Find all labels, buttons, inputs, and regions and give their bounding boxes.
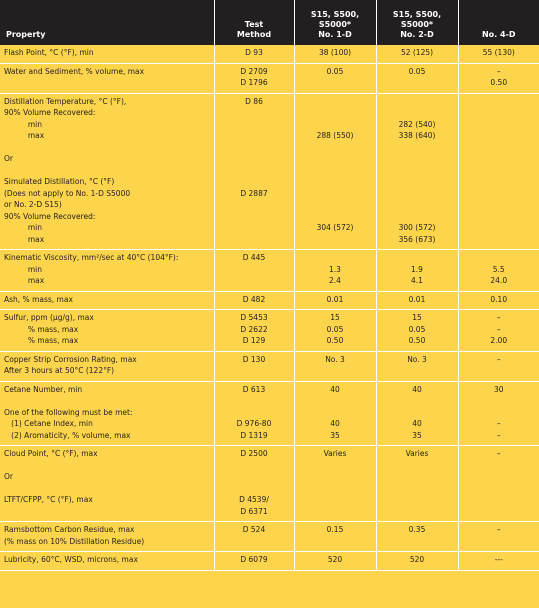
no-4d-value-cell: – bbox=[458, 351, 539, 381]
test-method-cell: D 2709 D 1796 bbox=[214, 63, 294, 93]
table-row bbox=[0, 291, 539, 310]
test-method-cell: D 130 bbox=[214, 351, 294, 381]
property-cell: Sulfur, ppm (µg/g), max % mass, max % mass, max bbox=[0, 310, 214, 352]
test-method-cell: D 445 bbox=[214, 250, 294, 292]
no-4d-value-cell: – bbox=[458, 446, 539, 522]
property-cell: Distillation Temperature, °C (°F), 90% Volume Recovered: min max Or Simulated Distillation, °C (°F) (Does not apply to No. 1-D S5000 or No. 2-D S15) 90% Volume Recovered: min max bbox=[0, 93, 214, 250]
test-method-cell: D 482 bbox=[214, 291, 294, 310]
no-2d-value-cell: 0.35 bbox=[376, 522, 458, 552]
property-cell: Lubricity, 60°C, WSD, microns, max bbox=[0, 552, 214, 571]
no-1d-value-cell: No. 3 bbox=[294, 351, 376, 381]
property-cell: Ash, % mass, max bbox=[0, 291, 214, 310]
table-row bbox=[0, 552, 539, 571]
table-row bbox=[0, 250, 539, 292]
no-4d-value-cell: 0.10 bbox=[458, 291, 539, 310]
no-4d-value-cell: – – 2.00 bbox=[458, 310, 539, 352]
table-row bbox=[0, 45, 539, 63]
no-4d-value-cell: – bbox=[458, 522, 539, 552]
no-2d-value-cell: 520 bbox=[376, 552, 458, 571]
no-2d-value-cell: Varies bbox=[376, 446, 458, 522]
test-method-cell: D 93 bbox=[214, 45, 294, 63]
property-cell: Copper Strip Corrosion Rating, max After 3 hours at 50°C (122°F) bbox=[0, 351, 214, 381]
property-cell: Water and Sediment, % volume, max bbox=[0, 63, 214, 93]
no-4d-value-cell: – 0.50 bbox=[458, 63, 539, 93]
test-method-cell: D 5453 D 2622 D 129 bbox=[214, 310, 294, 352]
no-1d-value-cell: 288 (550) 304 (572) bbox=[294, 93, 376, 250]
table-row bbox=[0, 446, 539, 522]
property-cell: Ramsbottom Carbon Residue, max (% mass on 10% Distillation Residue) bbox=[0, 522, 214, 552]
test-method-cell: D 86 D 2887 bbox=[214, 93, 294, 250]
header-no-4d: No. 4-D bbox=[458, 0, 539, 45]
property-cell: Cetane Number, min One of the following must be met: (1) Cetane Index, min (2) Aromaticity, % volume, max bbox=[0, 381, 214, 446]
no-2d-value-cell: 40 40 35 bbox=[376, 381, 458, 446]
no-1d-value-cell: 40 40 35 bbox=[294, 381, 376, 446]
no-1d-value-cell: 38 (100) bbox=[294, 45, 376, 63]
no-4d-value-cell: 30 – – bbox=[458, 381, 539, 446]
no-2d-value-cell: No. 3 bbox=[376, 351, 458, 381]
table-row bbox=[0, 522, 539, 552]
header-property: Property bbox=[0, 0, 214, 45]
no-2d-value-cell: 1.9 4.1 bbox=[376, 250, 458, 292]
table-row bbox=[0, 63, 539, 93]
table-row bbox=[0, 351, 539, 381]
no-1d-value-cell: 0.05 bbox=[294, 63, 376, 93]
header-test-method: Test Method bbox=[214, 0, 294, 45]
no-1d-value-cell: Varies bbox=[294, 446, 376, 522]
no-1d-value-cell: 0.15 bbox=[294, 522, 376, 552]
header-no-1d: S15, S500, S5000* No. 1-D bbox=[294, 0, 376, 45]
no-4d-value-cell: 5.5 24.0 bbox=[458, 250, 539, 292]
table-row bbox=[0, 310, 539, 352]
no-1d-value-cell: 520 bbox=[294, 552, 376, 571]
no-2d-value-cell: 0.05 bbox=[376, 63, 458, 93]
no-4d-value-cell: 55 (130) bbox=[458, 45, 539, 63]
test-method-cell: D 613 D 976-80 D 1319 bbox=[214, 381, 294, 446]
test-method-cell: D 2500 D 4539/ D 6371 bbox=[214, 446, 294, 522]
property-cell: Flash Point, °C (°F), min bbox=[0, 45, 214, 63]
header-row bbox=[0, 0, 539, 45]
no-4d-value-cell: --- bbox=[458, 552, 539, 571]
header-no-2d: S15, S500, S5000* No. 2-D bbox=[376, 0, 458, 45]
test-method-cell: D 6079 bbox=[214, 552, 294, 571]
property-cell: Kinematic Viscosity, mm²/sec at 40°C (104°F): min max bbox=[0, 250, 214, 292]
no-4d-value-cell bbox=[458, 93, 539, 250]
no-2d-value-cell: 52 (125) bbox=[376, 45, 458, 63]
table-row bbox=[0, 381, 539, 446]
table-row bbox=[0, 93, 539, 250]
no-1d-value-cell: 0.01 bbox=[294, 291, 376, 310]
no-2d-value-cell: 15 0.05 0.50 bbox=[376, 310, 458, 352]
no-2d-value-cell: 0.01 bbox=[376, 291, 458, 310]
test-method-cell: D 524 bbox=[214, 522, 294, 552]
no-1d-value-cell: 1.3 2.4 bbox=[294, 250, 376, 292]
no-2d-value-cell: 282 (540) 338 (640) 300 (572) 356 (673) bbox=[376, 93, 458, 250]
property-cell: Cloud Point, °C (°F), max Or LTFT/CFPP, °C (°F), max bbox=[0, 446, 214, 522]
no-1d-value-cell: 15 0.05 0.50 bbox=[294, 310, 376, 352]
